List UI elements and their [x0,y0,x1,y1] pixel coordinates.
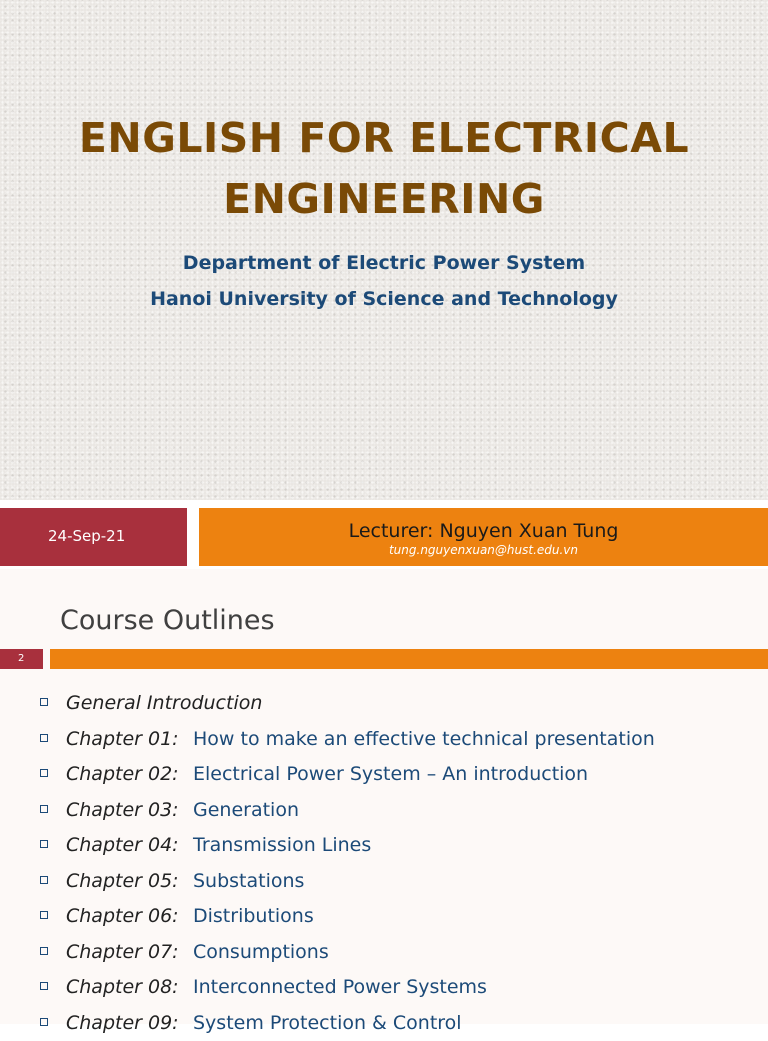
square-bullet-icon [40,1018,48,1026]
chapter-topic: Interconnected Power Systems [193,976,487,998]
slide-title-line-2: ENGINEERING [223,175,545,223]
date-text: 24-Sep-21 [48,527,126,545]
chapter-label: Chapter 01: [66,727,179,750]
chapter-label: Chapter 09: [66,1011,179,1034]
square-bullet-icon [40,947,48,955]
lecturer-name: Lecturer: Nguyen Xuan Tung [348,520,619,542]
slide-title [0,108,768,230]
lecturer-email: tung.nguyenxuan@hust.edu.vn [388,543,579,557]
chapter-label: Chapter 03: [66,798,179,821]
square-bullet-icon [40,805,48,813]
date-box [0,508,187,566]
chapter-label: Chapter 05: [66,869,179,892]
chapter-topic: How to make an effective technical presentation [193,727,655,750]
square-bullet-icon [40,734,48,742]
square-bullet-icon [40,982,48,990]
chapter-label: General Introduction [66,692,263,714]
header-bar [50,649,768,669]
title-slide [0,0,768,500]
chapter-label: Chapter 04: [66,834,179,856]
lecturer-box [199,508,768,566]
square-bullet-icon [40,911,48,919]
chapter-topic: Transmission Lines [193,834,372,856]
slide-title-line-1: ENGLISH FOR ELECTRICAL [78,114,690,162]
square-bullet-icon [40,876,48,884]
square-bullet-icon [40,698,48,706]
square-bullet-icon [40,840,48,848]
page-number: 2 [0,649,43,669]
department-text: Department of Electric Power System [182,252,586,274]
slide-subtitle [0,245,768,317]
chapter-topic: Consumptions [193,940,329,963]
chapter-label: Chapter 02: [66,763,179,785]
chapter-topic: Electrical Power System – An introduction [193,763,589,785]
outline-slide [0,569,768,1034]
chapter-label: Chapter 06: [66,905,179,927]
chapter-topic: Distributions [193,905,314,927]
university-text: Hanoi University of Science and Technology [150,288,618,310]
chapter-label: Chapter 08: [66,976,179,998]
outline-title: Course Outlines [60,605,275,636]
chapter-label: Chapter 07: [66,940,179,963]
chapter-topic: Generation [193,798,299,821]
chapter-topic: Substations [193,869,305,892]
chapter-topic: System Protection & Control [193,1011,462,1034]
square-bullet-icon [40,769,48,777]
